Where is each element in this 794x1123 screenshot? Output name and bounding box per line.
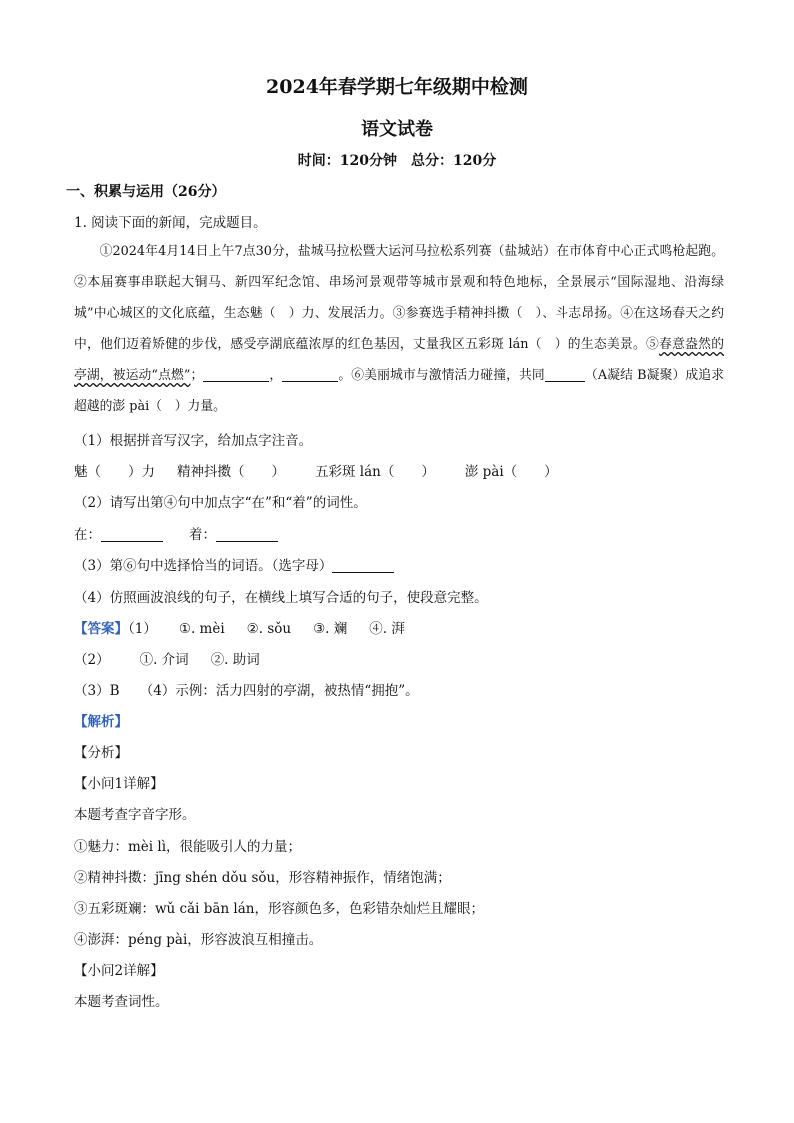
passage-text-1: ①2024年4月14日上午7点30分，盐城马拉松暨大运河马拉松系列赛（盐城站）在市体育中心正式鸣枪起跑。②本届赛事串联起大铜马、新四军纪念馆、串场河景观带等城市景观和特色地标，全景展示“国际湿地、沿海绿城”中心城区的文化底蕴，生态魅（ ）力、发展活力。③参赛选手精神抖擞（ ）、斗志昂扬。④在这场春天之约中，他们迈着矫健的步伐，感受亭湖底蕴浓厚的红色基因，丈量我区五彩斑 lán（ ）的生态美景。⑤ <box>74 244 724 352</box>
fill-blank-3[interactable] <box>545 367 585 382</box>
sub-question-2: （2）请写出第④句中加点字“在”和“着”的词性。 <box>74 495 367 511</box>
answer-2-2: ②. 助词 <box>210 652 260 668</box>
answer-1-3: ③. 斓 <box>313 621 348 637</box>
item-pai: 澎 pài（ ） <box>464 464 558 480</box>
sub-question-4: （4）仿照画波浪线的句子，在横线上填写合适的句子，使段意完整。 <box>74 590 488 606</box>
item-mei: 魅（ ）力 <box>74 464 155 480</box>
item-sou: 精神抖擞（ ） <box>177 464 285 480</box>
fill-blank-1[interactable] <box>203 367 269 382</box>
sub-question-3-text: （3）第⑥句中选择恰当的词语。（选字母） <box>74 558 333 574</box>
passage-text-3: ， <box>269 368 283 383</box>
fill-blank-2[interactable] <box>282 367 338 382</box>
analysis-item-4: ④澎湃：péng pài，形容波浪互相撞击。 <box>74 932 323 948</box>
sub3-blank[interactable] <box>332 558 394 573</box>
zai-blank[interactable] <box>101 527 163 542</box>
passage-text-5: （A凝结 B凝聚）成追求超越的澎 pài（ ）力量。 <box>74 368 725 414</box>
answer-1-1: ①. mèi <box>178 621 225 637</box>
answer-1-4: ④. 湃 <box>369 621 405 637</box>
answer-line-3: （3）B （4）示例：活力四射的亭湖，被热情“拥抱”。 <box>74 683 419 699</box>
exam-subtitle: 语文试卷 <box>361 119 433 140</box>
label-zhe: 着： <box>189 527 216 543</box>
fenxi-label: 【分析】 <box>74 745 128 761</box>
exam-meta: 时间：120分钟 总分：120分 <box>297 153 497 169</box>
answer-line-1 <box>74 620 405 638</box>
analysis-item-1: ①魅力：mèi lì，很能吸引人的力量； <box>74 839 302 855</box>
passage-text-2: ； <box>190 368 204 383</box>
answer-label: 【答案】 <box>74 621 128 637</box>
wavy-sentence: 春意盎然的亭湖，被运动“点燃” <box>74 337 724 383</box>
answer-1-2: ②. sǒu <box>246 621 292 637</box>
answer-2-num: （2） <box>74 652 110 668</box>
answer-line-2 <box>74 651 260 669</box>
answer-2-1: ①. 介词 <box>139 652 189 668</box>
zhe-blank[interactable] <box>216 527 278 542</box>
sub-question-1-items <box>74 463 558 481</box>
xiaowen-2-intro: 本题考查词性。 <box>74 994 169 1010</box>
analysis-label: 【解析】 <box>74 714 128 730</box>
sub-question-3 <box>74 557 394 575</box>
section-heading: 一、积累与运用（26分） <box>66 184 226 200</box>
xiaowen-2-label: 【小问2详解】 <box>74 963 164 979</box>
label-zai: 在： <box>74 527 101 543</box>
sub-question-1: （1）根据拼音写汉字，给加点字注音。 <box>74 433 313 449</box>
analysis-item-2: ②精神抖擞：jīng shén dǒu sǒu，形容精神振作，情绪饱满； <box>74 870 451 886</box>
question-stem: 1. 阅读下面的新闻，完成题目。 <box>74 215 267 231</box>
xiaowen-1-label: 【小问1详解】 <box>74 776 164 792</box>
xiaowen-1-intro: 本题考查字音字形。 <box>74 807 196 823</box>
sub-question-2-blanks <box>74 526 278 544</box>
exam-title: 2024年春学期七年级期中检测 <box>266 76 528 98</box>
item-lan: 五彩斑 lán（ ） <box>315 464 435 480</box>
news-passage <box>74 236 724 422</box>
passage-text-4: 。⑥美丽城市与激情活力碰撞，共同 <box>338 368 545 383</box>
analysis-item-3: ③五彩斑斓：wǔ cǎi bān lán，形容颜色多，色彩错杂灿烂且耀眼； <box>74 901 484 917</box>
answer-1-num: （1） <box>128 621 157 637</box>
